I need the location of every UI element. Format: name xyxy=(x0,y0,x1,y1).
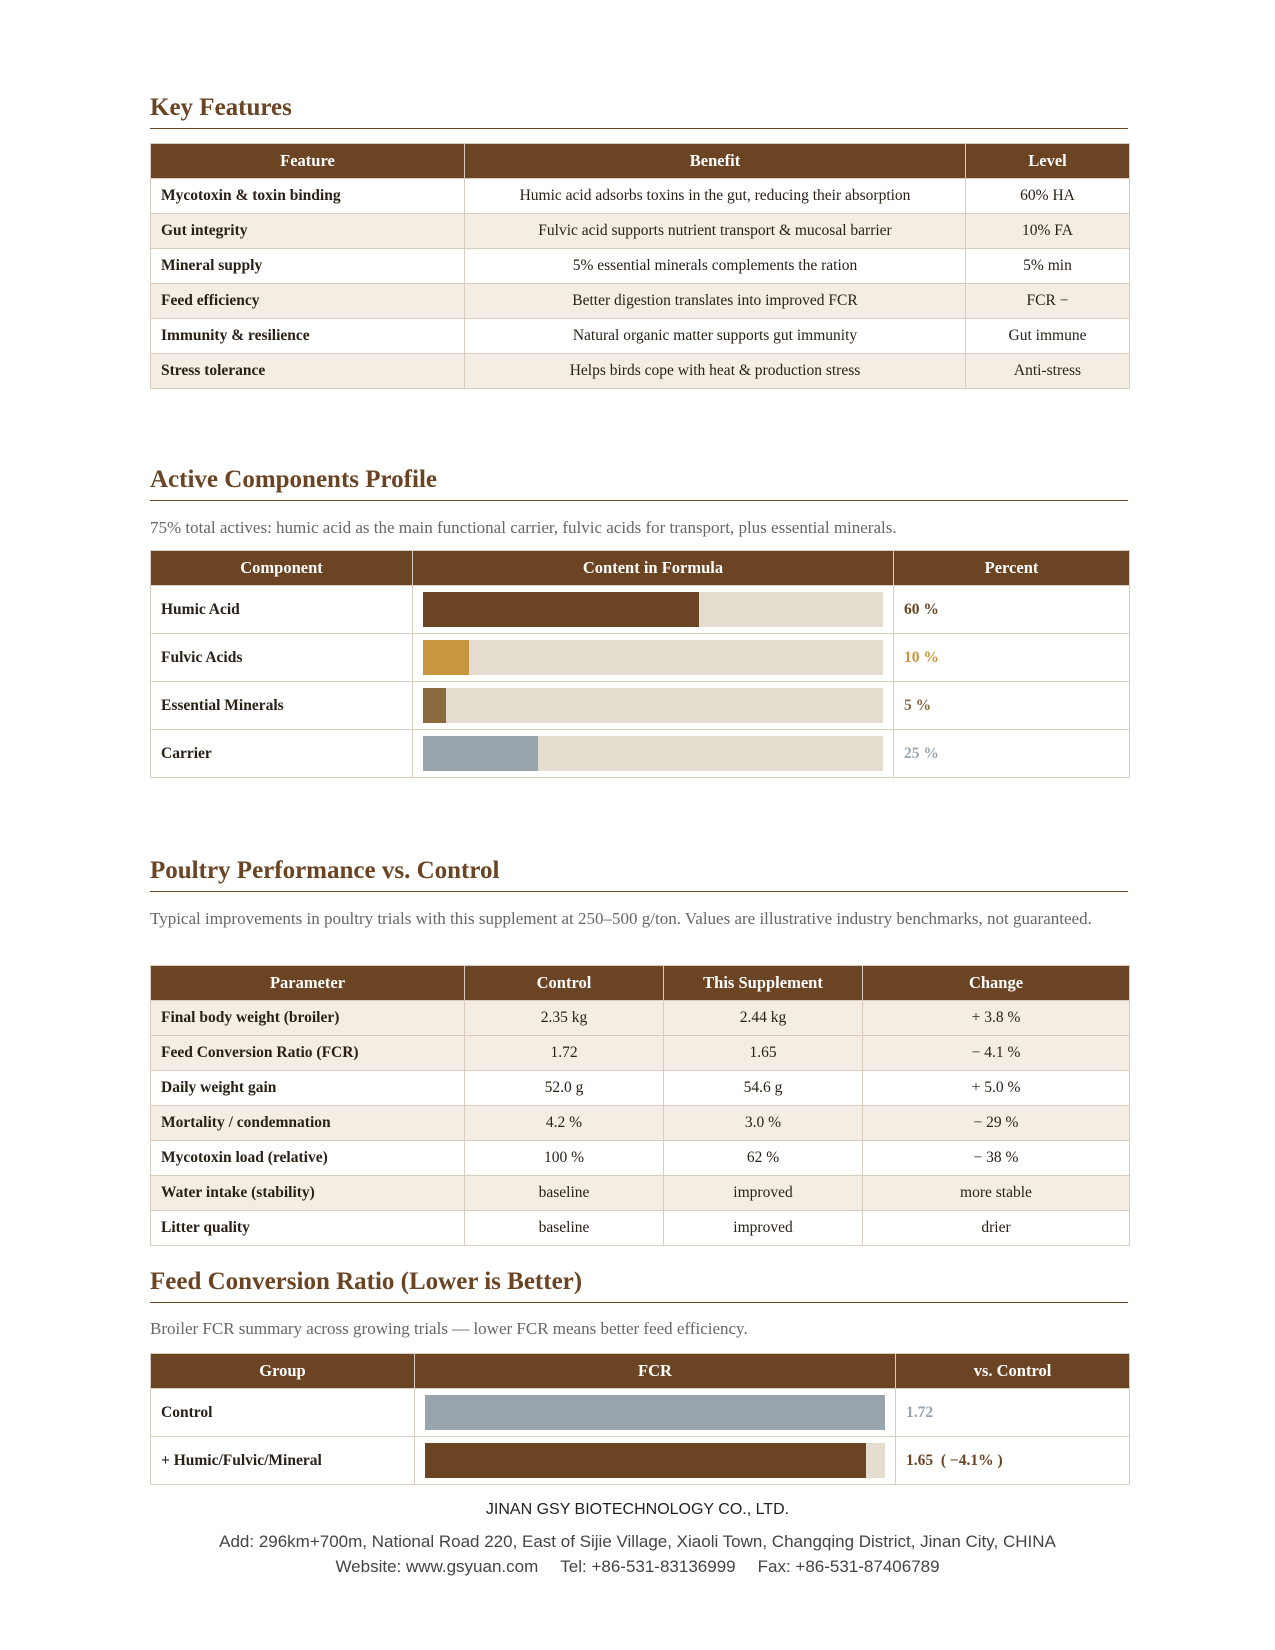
company-name: JINAN GSY BIOTECHNOLOGY CO., LTD. xyxy=(485,1501,790,1518)
table-row xyxy=(151,1437,1130,1485)
bar-track xyxy=(425,1395,885,1430)
components-description: 75% total actives: humic acid as the main functional carrier, fulvic acids for transport, plus essential minerals. xyxy=(150,518,897,537)
change-cell: − 4.1 % xyxy=(863,1036,1130,1071)
component-percent: 5 % xyxy=(894,682,1130,730)
table-row xyxy=(151,319,1130,354)
bar-cell xyxy=(413,682,894,730)
bar-track xyxy=(423,688,883,723)
parameter-cell: Feed Conversion Ratio (FCR) xyxy=(151,1036,465,1071)
component-name: Humic Acid xyxy=(151,586,413,634)
level-cell: 5% min xyxy=(966,249,1130,284)
table-row xyxy=(151,284,1130,319)
benefit-cell: Fulvic acid supports nutrient transport & mucosal barrier xyxy=(465,214,966,249)
table-row xyxy=(151,1106,1130,1141)
benefit-cell: Natural organic matter supports gut immunity xyxy=(465,319,966,354)
bar-track xyxy=(425,1443,885,1478)
component-percent: 60 % xyxy=(894,586,1130,634)
change-cell: more stable xyxy=(863,1176,1130,1211)
company-website: Website: www.gsyuan.com xyxy=(335,1557,539,1576)
table-row xyxy=(151,1176,1130,1211)
fcr-header-row xyxy=(151,1354,1130,1389)
change-cell: + 3.8 % xyxy=(863,1001,1130,1036)
company-tel: Tel: +86-531-83136999 xyxy=(560,1557,736,1576)
fcr-description: Broiler FCR summary across growing trials — lower FCR means better feed efficiency. xyxy=(150,1319,748,1338)
table-row xyxy=(151,1389,1130,1437)
feature-cell: Immunity & resilience xyxy=(151,319,465,354)
table-row xyxy=(151,586,1130,634)
header-parameter: Parameter xyxy=(151,966,465,1001)
performance-table xyxy=(150,965,1130,1246)
control-cell: 1.72 xyxy=(465,1036,664,1071)
supplement-cell: improved xyxy=(664,1211,863,1246)
performance-header-row xyxy=(151,966,1130,1001)
change-cell: drier xyxy=(863,1211,1130,1246)
parameter-cell: Litter quality xyxy=(151,1211,465,1246)
company-fax: Fax: +86-531-87406789 xyxy=(757,1557,940,1576)
table-row xyxy=(151,179,1130,214)
fcr-table xyxy=(150,1353,1130,1485)
component-name: Essential Minerals xyxy=(151,682,413,730)
control-cell: 2.35 kg xyxy=(465,1001,664,1036)
company-contact xyxy=(0,1557,1275,1577)
table-row xyxy=(151,1211,1130,1246)
component-percent: 10 % xyxy=(894,634,1130,682)
level-cell: FCR − xyxy=(966,284,1130,319)
bar-cell xyxy=(415,1389,896,1437)
header-fcr: FCR xyxy=(415,1354,896,1389)
level-cell: 60% HA xyxy=(966,179,1130,214)
fcr-bar xyxy=(425,1443,866,1478)
control-cell: baseline xyxy=(465,1176,664,1211)
table-row xyxy=(151,634,1130,682)
parameter-cell: Water intake (stability) xyxy=(151,1176,465,1211)
parameter-cell: Final body weight (broiler) xyxy=(151,1001,465,1036)
key-features-table xyxy=(150,143,1130,389)
control-cell: baseline xyxy=(465,1211,664,1246)
component-bar xyxy=(423,592,699,627)
table-row xyxy=(151,249,1130,284)
feature-cell: Mineral supply xyxy=(151,249,465,284)
control-cell: 52.0 g xyxy=(465,1071,664,1106)
component-percent: 25 % xyxy=(894,730,1130,778)
level-cell: Gut immune xyxy=(966,319,1130,354)
bar-cell xyxy=(413,730,894,778)
bar-cell xyxy=(413,586,894,634)
benefit-cell: 5% essential minerals complements the ration xyxy=(465,249,966,284)
level-cell: Anti-stress xyxy=(966,354,1130,389)
fcr-value: 1.72 xyxy=(896,1389,1130,1437)
supplement-cell: 54.6 g xyxy=(664,1071,863,1106)
performance-title: Poultry Performance vs. Control xyxy=(150,857,1128,892)
component-bar xyxy=(423,736,538,771)
table-row xyxy=(151,1036,1130,1071)
component-bar xyxy=(423,688,446,723)
components-table xyxy=(150,550,1130,778)
header-control: Control xyxy=(465,966,664,1001)
header-group: Group xyxy=(151,1354,415,1389)
feature-cell: Stress tolerance xyxy=(151,354,465,389)
supplement-cell: improved xyxy=(664,1176,863,1211)
component-bar xyxy=(423,640,469,675)
key-features-header-row xyxy=(151,144,1130,179)
feature-cell: Gut integrity xyxy=(151,214,465,249)
supplement-cell: 3.0 % xyxy=(664,1106,863,1141)
table-row xyxy=(151,730,1130,778)
bar-cell xyxy=(413,634,894,682)
benefit-cell: Humic acid adsorbs toxins in the gut, reducing their absorption xyxy=(465,179,966,214)
parameter-cell: Mycotoxin load (relative) xyxy=(151,1141,465,1176)
header-component: Component xyxy=(151,551,413,586)
control-cell: 100 % xyxy=(465,1141,664,1176)
table-row xyxy=(151,1141,1130,1176)
fcr-bar xyxy=(425,1395,885,1430)
performance-description: Typical improvements in poultry trials with this supplement at 250–500 g/ton. Values are illustrative industry benchmarks, not guaranteed. xyxy=(150,909,1092,928)
feature-cell: Feed efficiency xyxy=(151,284,465,319)
group-name: Control xyxy=(151,1389,415,1437)
header-feature: Feature xyxy=(151,144,465,179)
header-vs-control: vs. Control xyxy=(896,1354,1130,1389)
bar-track xyxy=(423,640,883,675)
header-change: Change xyxy=(863,966,1130,1001)
table-row xyxy=(151,214,1130,249)
benefit-cell: Helps birds cope with heat & production stress xyxy=(465,354,966,389)
component-name: Carrier xyxy=(151,730,413,778)
supplement-cell: 1.65 xyxy=(664,1036,863,1071)
control-cell: 4.2 % xyxy=(465,1106,664,1141)
components-title: Active Components Profile xyxy=(150,466,1128,501)
fcr-title: Feed Conversion Ratio (Lower is Better) xyxy=(150,1268,1128,1303)
header-percent: Percent xyxy=(894,551,1130,586)
header-benefit: Benefit xyxy=(465,144,966,179)
bar-cell xyxy=(415,1437,896,1485)
feature-cell: Mycotoxin & toxin binding xyxy=(151,179,465,214)
header-supplement: This Supplement xyxy=(664,966,863,1001)
supplement-cell: 62 % xyxy=(664,1141,863,1176)
table-row xyxy=(151,682,1130,730)
header-content: Content in Formula xyxy=(413,551,894,586)
supplement-cell: 2.44 kg xyxy=(664,1001,863,1036)
components-header-row xyxy=(151,551,1130,586)
component-name: Fulvic Acids xyxy=(151,634,413,682)
header-level: Level xyxy=(966,144,1130,179)
table-row xyxy=(151,1071,1130,1106)
company-address: Add: 296km+700m, National Road 220, East of Sijie Village, Xiaoli Town, Changqing District, Jinan City, CHINA xyxy=(219,1532,1056,1551)
parameter-cell: Mortality / condemnation xyxy=(151,1106,465,1141)
table-row xyxy=(151,354,1130,389)
bar-track xyxy=(423,736,883,771)
change-cell: − 38 % xyxy=(863,1141,1130,1176)
parameter-cell: Daily weight gain xyxy=(151,1071,465,1106)
key-features-title: Key Features xyxy=(150,94,1128,129)
change-cell: + 5.0 % xyxy=(863,1071,1130,1106)
group-name: + Humic/Fulvic/Mineral xyxy=(151,1437,415,1485)
benefit-cell: Better digestion translates into improved FCR xyxy=(465,284,966,319)
change-cell: − 29 % xyxy=(863,1106,1130,1141)
fcr-value: 1.65 ( −4.1% ) xyxy=(896,1437,1130,1485)
bar-track xyxy=(423,592,883,627)
table-row xyxy=(151,1001,1130,1036)
level-cell: 10% FA xyxy=(966,214,1130,249)
